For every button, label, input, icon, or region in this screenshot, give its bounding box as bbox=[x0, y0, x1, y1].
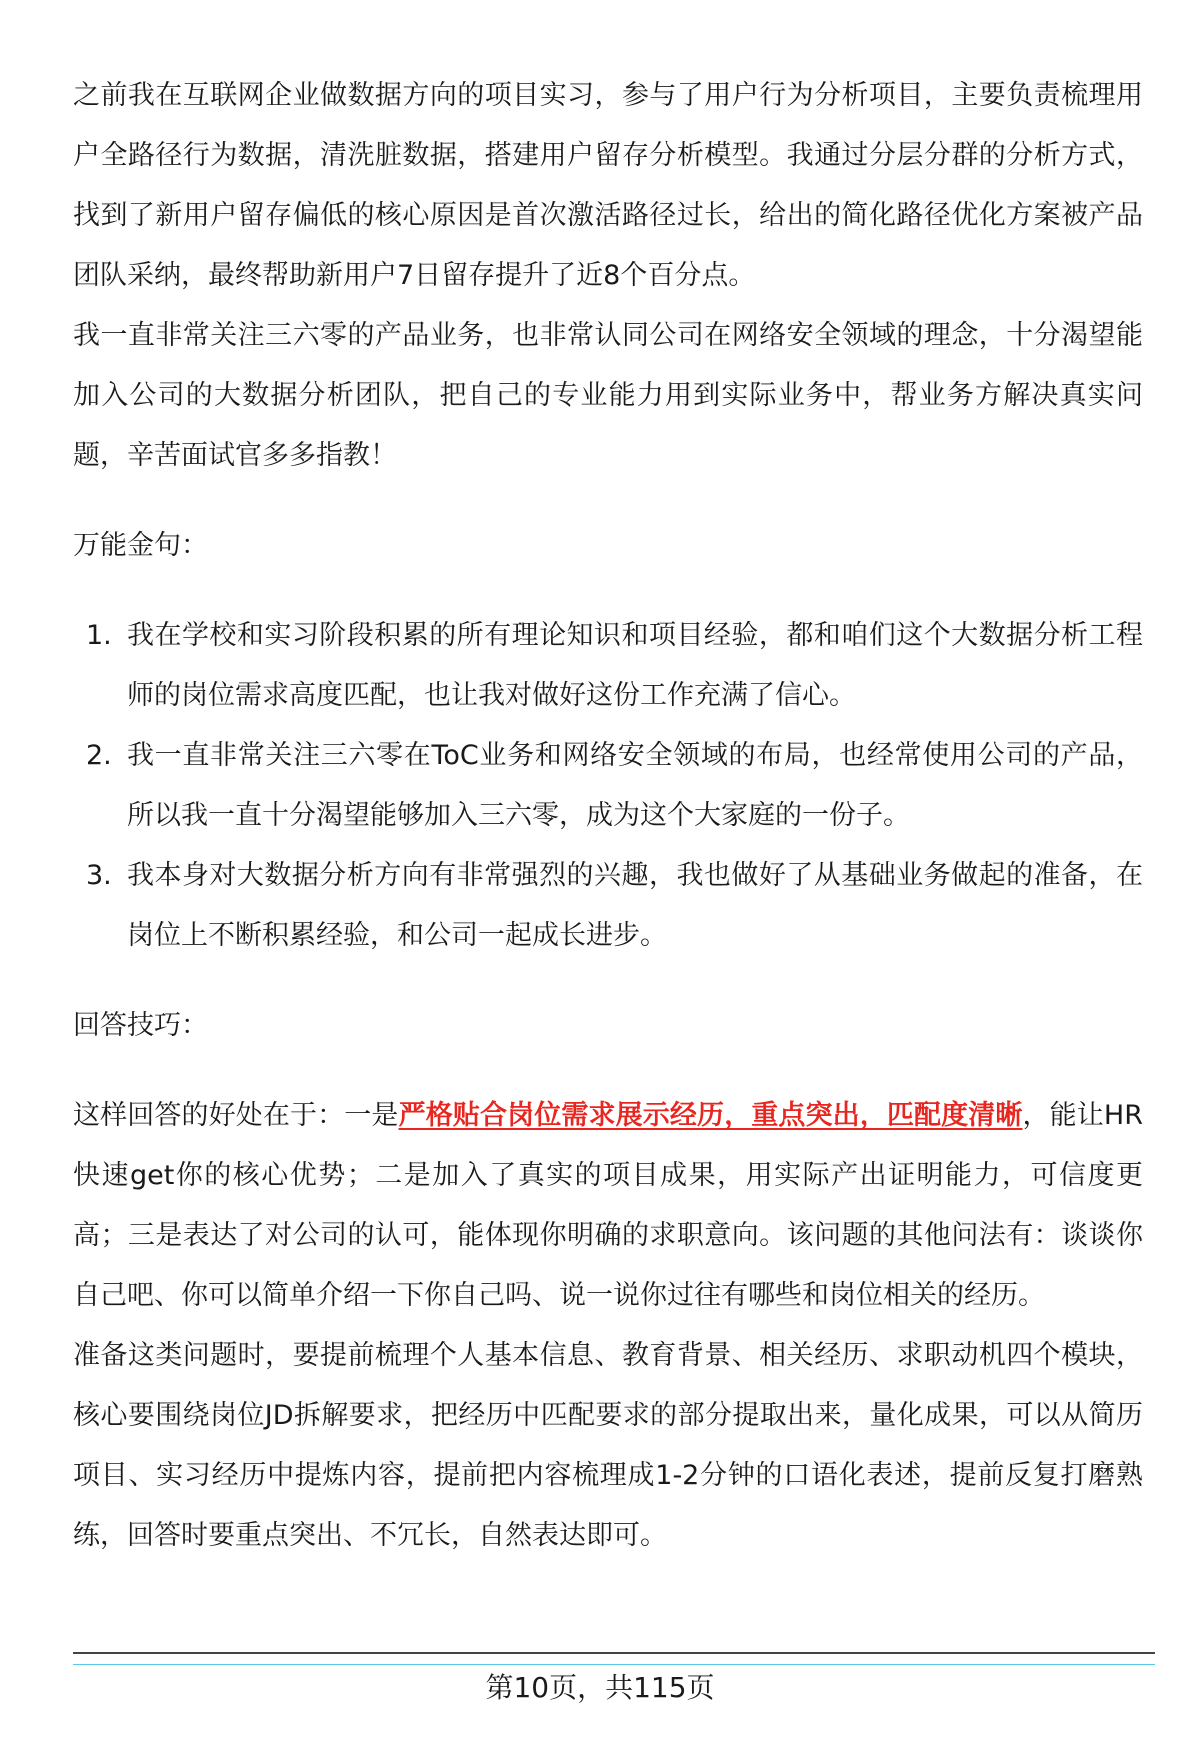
golden-sentences-heading: 万能金句： bbox=[73, 530, 208, 561]
tips-paragraph bbox=[73, 1086, 1143, 1326]
page-content bbox=[73, 66, 1143, 1566]
tips-text-after: ，能让HR快速get你的核心优势；二是加入了真实的项目成果，用实际产出证明能力，可信度更高；三是表达了对公司的认可，能体现你明确的求职意向。该问题的其他问法有：谈谈你自己吧、你可以简单介绍一下你自己吗、说一说你过往有哪些和岗位相关的经历。 bbox=[73, 1100, 1143, 1311]
list-item bbox=[73, 606, 1143, 726]
golden-sentences-list bbox=[73, 606, 1143, 966]
list-number: 3. bbox=[86, 860, 112, 891]
tips-text-before: 这样回答的好处在于：一是 bbox=[73, 1100, 399, 1131]
preparation-paragraph: 准备这类问题时，要提前梳理个人基本信息、教育背景、相关经历、求职动机四个模块，核心要围绕岗位JD拆解要求，把经历中匹配要求的部分提取出来，量化成果，可以从简历项目、实习经历中提炼内容，提前把内容梳理成1-2分钟的口语化表述，提前反复打磨熟练，回答时要重点突出、不冗长，自然表达即可。 bbox=[73, 1340, 1143, 1551]
page-number: 第10页，共115页 bbox=[485, 1671, 715, 1704]
footer-divider bbox=[73, 1652, 1155, 1654]
intro-paragraph-internship: 之前我在互联网企业做数据方向的项目实习，参与了用户行为分析项目，主要负责梳理用户全路径行为数据，清洗脏数据，搭建用户留存分析模型。我通过分层分群的分析方式，找到了新用户留存偏低的核心原因是首次激活路径过长，给出的简化路径优化方案被产品团队采纳，最终帮助新用户7日留存提升了近8个百分点。 bbox=[73, 80, 1143, 291]
list-number: 1. bbox=[86, 620, 112, 651]
tips-emphasis: 严格贴合岗位需求展示经历，重点突出，匹配度清晰 bbox=[398, 1100, 1023, 1131]
list-number: 2. bbox=[86, 740, 112, 771]
answer-tips-heading: 回答技巧： bbox=[73, 1010, 208, 1041]
list-item bbox=[73, 726, 1143, 846]
list-item-text: 我本身对大数据分析方向有非常强烈的兴趣，我也做好了从基础业务做起的准备，在岗位上不断积累经验，和公司一起成长进步。 bbox=[127, 860, 1143, 951]
intro-paragraph-motivation: 我一直非常关注三六零的产品业务，也非常认同公司在网络安全领域的理念，十分渴望能加入公司的大数据分析团队，把自己的专业能力用到实际业务中，帮业务方解决真实问题，辛苦面试官多多指教！ bbox=[73, 320, 1143, 471]
list-item bbox=[73, 846, 1143, 966]
footer-accent-line bbox=[73, 1664, 1155, 1665]
list-item-text: 我在学校和实习阶段积累的所有理论知识和项目经验，都和咱们这个大数据分析工程师的岗位需求高度匹配，也让我对做好这份工作充满了信心。 bbox=[127, 620, 1143, 711]
list-item-text: 我一直非常关注三六零在ToC业务和网络安全领域的布局，也经常使用公司的产品，所以我一直十分渴望能够加入三六零，成为这个大家庭的一份子。 bbox=[127, 740, 1143, 831]
